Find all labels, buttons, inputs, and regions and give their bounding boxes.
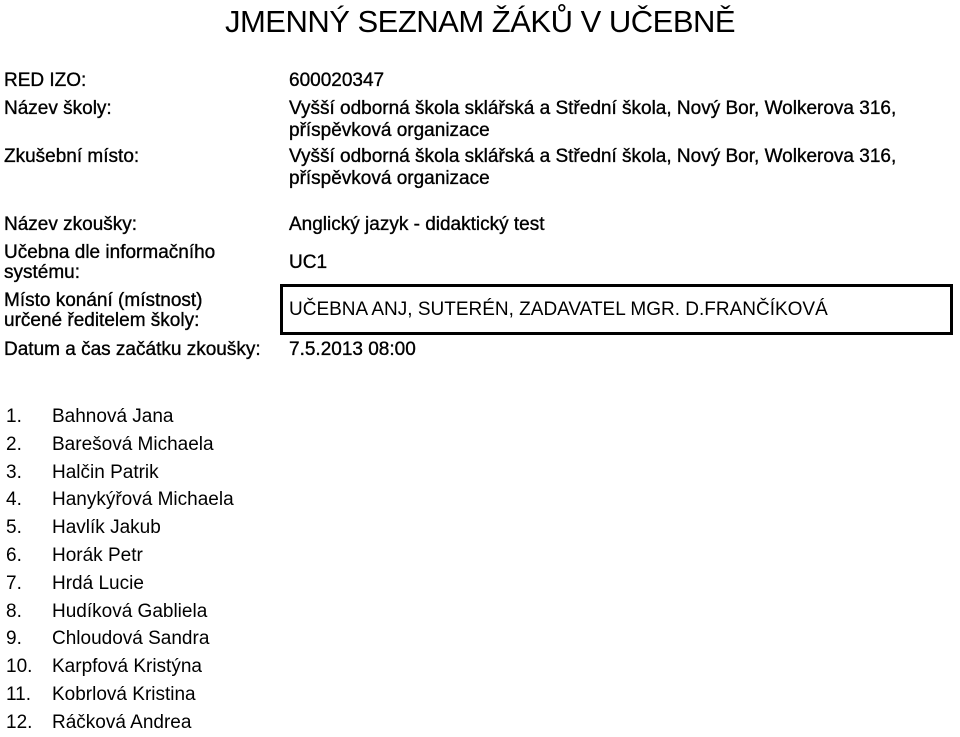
- student-item: [6, 431, 234, 459]
- school-name-value-line1: Vyšší odborná škola sklářská a Střední škola, Nový Bor, Wolkerova 316,: [289, 98, 897, 119]
- student-name: Havlík Jakub: [52, 517, 161, 539]
- venue-label-line1: Místo konání (místnost): [4, 290, 203, 311]
- red-izo-value: 600020347: [289, 70, 385, 91]
- student-number: 2.: [6, 433, 22, 455]
- exam-place-value-line2: příspěvková organizace: [289, 168, 490, 189]
- student-name: Kobrlová Kristina: [52, 683, 196, 705]
- exam-place-value-line1: Vyšší odborná škola sklářská a Střední škola, Nový Bor, Wolkerova 316,: [289, 146, 897, 167]
- student-number: 5.: [6, 517, 22, 539]
- student-name: Hrdá Lucie: [52, 572, 144, 594]
- student-name: Karpfová Kristýna: [52, 656, 202, 678]
- red-izo-label: RED IZO:: [4, 70, 87, 91]
- student-name: Chloudová Sandra: [52, 628, 210, 650]
- student-item: [6, 486, 234, 514]
- student-number: 12.: [6, 711, 33, 733]
- venue-value: UČEBNA ANJ, SUTERÉN, ZADAVATEL MGR. D.FRANČÍKOVÁ: [289, 299, 828, 320]
- classroom-label-line1: Učebna dle informačního: [4, 242, 216, 263]
- student-number: 6.: [6, 544, 22, 566]
- exam-name-label: Název zkoušky:: [4, 214, 138, 235]
- student-number: 7.: [6, 572, 22, 594]
- student-number: 9.: [6, 628, 22, 650]
- exam-place-label: Zkušební místo:: [4, 146, 140, 167]
- classroom-value: UC1: [289, 252, 328, 273]
- student-item: [6, 570, 234, 598]
- student-name: Halčin Patrik: [52, 461, 159, 483]
- student-list: [6, 403, 234, 737]
- venue-label-line2: určené ředitelem školy:: [4, 310, 200, 331]
- school-name-value-line2: příspěvková organizace: [289, 120, 490, 141]
- student-item: [6, 709, 234, 737]
- student-item: [6, 681, 234, 709]
- student-item: [6, 542, 234, 570]
- student-number: 8.: [6, 600, 22, 622]
- student-name: Hanykýřová Michaela: [52, 489, 234, 511]
- exam-name-value: Anglický jazyk - didaktický test: [289, 214, 545, 235]
- page-title: JMENNÝ SEZNAM ŽÁKŮ V UČEBNĚ: [224, 4, 736, 39]
- student-number: 4.: [6, 489, 22, 511]
- student-number: 1.: [6, 406, 22, 427]
- school-name-label: Název školy:: [4, 98, 112, 119]
- student-name: Horák Petr: [52, 544, 143, 566]
- student-item: [6, 459, 234, 487]
- student-item: [6, 514, 234, 542]
- student-name: Bahnová Jana: [52, 406, 174, 427]
- student-item: [6, 653, 234, 681]
- datetime-value: 7.5.2013 08:00: [289, 339, 416, 360]
- student-name: Ráčková Andrea: [52, 711, 192, 733]
- student-name: Hudíková Gabliela: [52, 600, 208, 622]
- student-number: 11.: [6, 683, 32, 705]
- student-name: Barešová Michaela: [52, 433, 214, 455]
- student-item: [6, 625, 234, 653]
- student-number: 3.: [6, 461, 22, 483]
- student-number: 10.: [6, 656, 33, 678]
- student-item: [6, 598, 234, 626]
- datetime-label: Datum a čas začátku zkoušky:: [4, 339, 261, 360]
- student-item: [6, 403, 234, 431]
- classroom-label-line2: systému:: [4, 262, 81, 283]
